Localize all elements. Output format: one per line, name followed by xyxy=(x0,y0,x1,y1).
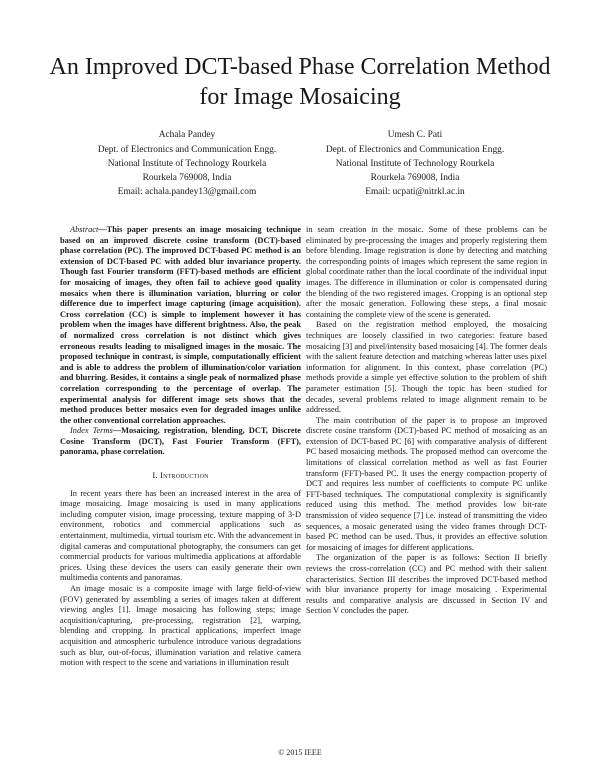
abstract-text: —This paper presents an image mosaicing technique based on an improved discrete cosine transform (DCT)-based phase correlation (PC). The improved DCT-based PC method is an extension of DCT-based PC with added blur invariance property. Though fast Fourier transform (FFT)-based methods are efficient for mosaicing of images, they often fail to achieve good quality mosaics when there is illumination variation, blurring or color difference due to imperfect image capturing (image acquisition). Cross correlation (CC) is simple to implement however it has problem when the images have different brightness. Also, the peak of normalized cross correlation is not distinct which gives erroneous results leading to misaligned images in the mosaic. The proposed technique in contrast, is simple, computationally efficient and is able to address the problem of illumination/color variation and blurring. Besides, it contains a single peak of normalized phase correlation corresponding to the percentage of overlap. The experimental analysis for different image sets shows that the method produces better mosaics even for degraded images unlike the other conventional correlation approaches. xyxy=(60,225,301,425)
author-name: Umesh C. Pati xyxy=(387,130,443,140)
author-name: Achala Pandey xyxy=(158,130,216,140)
title-line-2: for Image Mosaicing xyxy=(199,84,401,110)
author-email: Email: achala.pandey13@gmail.com xyxy=(117,187,257,197)
copyright-footer: © 2015 IEEE xyxy=(278,748,322,757)
author-institute: National Institute of Technology Rourkela xyxy=(107,159,267,169)
paragraph: Based on the registration method employed, the mosaicing techniques are loosely classified in two categories: feature based mosaicing [3] and pixel/intensity based mosaicing [4]. The former deals with the salient feature detection and matching whereas latter uses pixel information for alignment. In this context, phase correlation (PC) methods provide a simple yet effective solution to the problem of shift parameter estimation [5]. Though the topic has been studied for decades, several problems related to image alignment remain to be addressed. xyxy=(306,320,547,415)
author-block-1 xyxy=(72,128,302,199)
paragraph: An image mosaic is a composite image with large field-of-view (FOV) generated by assembling a series of images taken at different viewing angles [1]. Image mosaicing has following steps; image acquisition/capturing, pre-processing, registration [2], warping, blending and cropping. In practical applications, imperfect image acquisition and atmospheric turbulence introduce various degradations such as blur, out-of-focus, illumination variation and relative camera motion with respect to the scene and variations in illumination result xyxy=(60,584,301,668)
index-terms-text: —Mosaicing, registration, blending, DCT, Discrete Cosine Transform (DCT), Fast Fourier Transform (FFT), panorama, phase correlation. xyxy=(60,426,302,457)
paragraph: In recent years there has been an increased interest in the area of image mosaicing. Image mosaicing is used in many applications including computer vision, image processing, texture mapping of 3-D environment, robotics and commercial applications such as entertainment, multimedia, virtual tourism etc. With the advancement in digital cameras and computational photography, the consumers can get commercial products for various multimedia applications at affordable prices. Using these devices the users can easily generate their own multimedia contents and panoramas. xyxy=(60,488,301,583)
index-terms-label: Index Terms xyxy=(70,426,113,436)
section-heading: I. Introduction xyxy=(152,470,209,481)
abstract xyxy=(60,225,301,426)
right-column xyxy=(306,225,547,617)
author-dept: Dept. of Electronics and Communication Engg. xyxy=(97,145,277,155)
author-email: Email: ucpati@nitrkl.ac.in xyxy=(365,187,465,197)
paragraph: The organization of the paper is as follows: Section II briefly reviews the cross-correlation (CC) and PC method with their salient characteristics. Section III describes the improved DCT-based method with blur invariance property for image mosaicing . Experimental results and comparative analysis are discussed in Section IV and Section V concludes the paper. xyxy=(306,553,547,616)
left-column xyxy=(60,225,301,669)
title-line-1: An Improved DCT-based Phase Correlation Method xyxy=(49,54,551,80)
author-block-2 xyxy=(300,128,530,199)
author-institute: National Institute of Technology Rourkela xyxy=(335,159,495,169)
paragraph: The main contribution of the paper is to propose an improved discrete cosine transform (DCT)-based PC method of mosaicing as an extension of DCT-based PC [6] with comparative analysis of different PC based mosaicing methods. The proposed method can overcome the limitations of classical correlation method as well as fast Fourier transform (FFT)-based PC. It uses the energy compaction property of DCT and requires less number of coefficients to compute PC unlike FFT-based techniques. The computational complexity is significantly reduced using this method. The method provides low bit-rate transmission of video sequence [7] i.e. instead of transmitting the video sequences, a mosaic generated using the video frames through DCT-based PC method can be used. Thus, it provides an effective solution for mosaicing of images for different applications. xyxy=(306,415,547,552)
index-terms xyxy=(60,426,301,458)
paper-title xyxy=(0,52,600,112)
author-city: Rourkela 769008, India xyxy=(370,173,460,183)
paragraph: in seam creation in the mosaic. Some of these problems can be eliminated by pre-processing the images and properly registering them before blending. Image registration is done by detecting and matching the corresponding points of images which represent the same region in global coordinate rather than the local coordinate of the individual input images. The difference in illumination or color is compensated during the blending of the two registered images. Cropping is an optional step after the mosaic generation. Following these steps, a final mosaic containing the complete view of the scene is generated. xyxy=(306,225,547,319)
author-dept: Dept. of Electronics and Communication Engg. xyxy=(325,145,505,155)
author-city: Rourkela 769008, India xyxy=(142,173,232,183)
abstract-label: Abstract xyxy=(70,225,99,234)
